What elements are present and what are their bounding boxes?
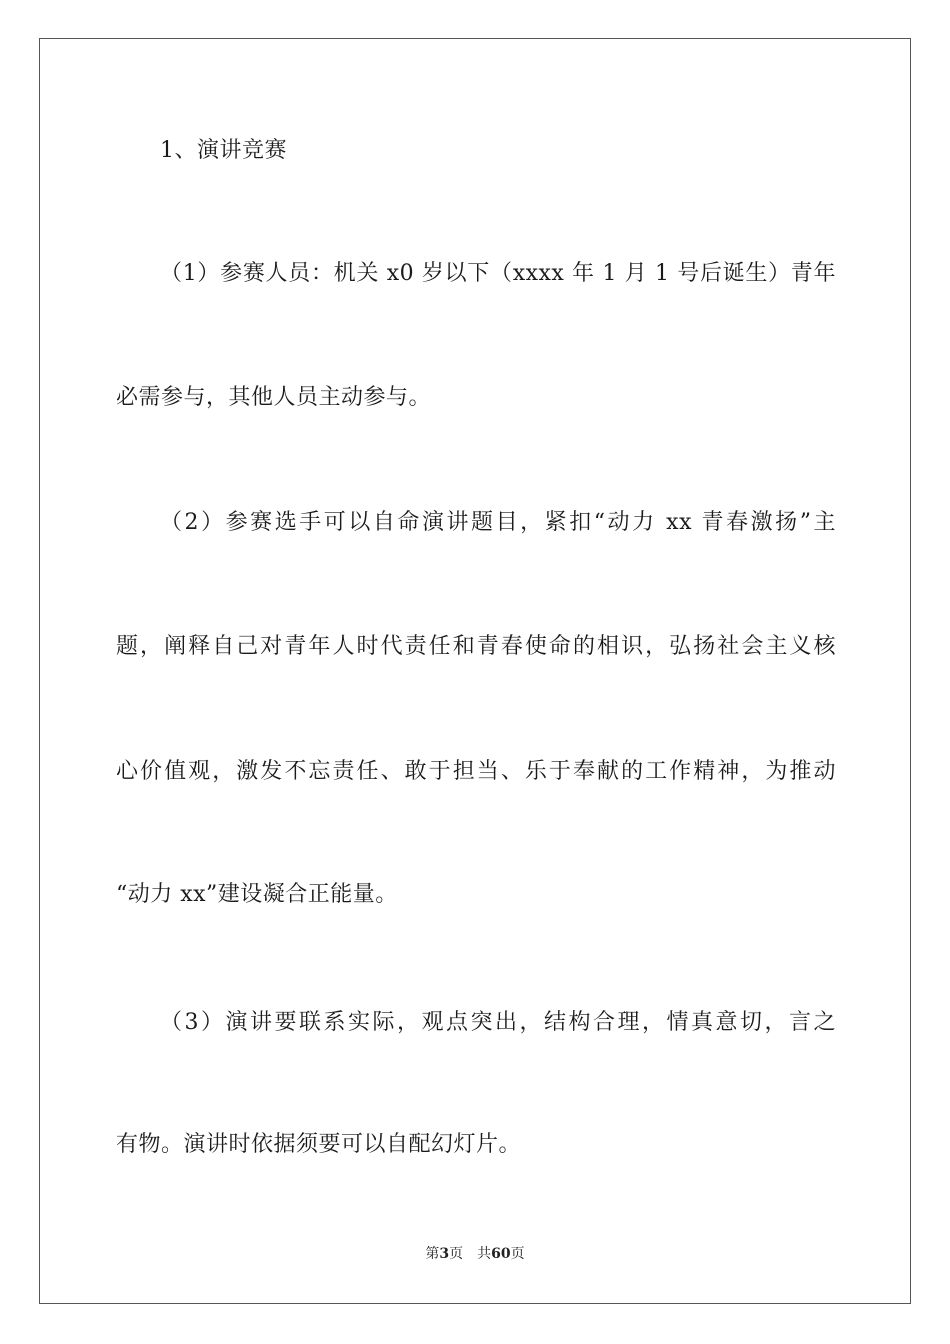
paragraph-3-line-2: 有物。演讲时依据须要可以自配幻灯片。 [116, 1132, 522, 1157]
paragraph-2-line-2: 题，阐释自己对青年人时代责任和青春使命的相识，弘扬社会主义核 [116, 634, 836, 659]
section-heading: 1、演讲竞赛 [160, 138, 287, 163]
paragraph-2-line-3: 心价值观，激发不忘责任、敢于担当、乐于奉献的工作精神，为推动 [116, 759, 836, 784]
footer-page-suffix: 页 [449, 1246, 464, 1262]
footer-total-pages: 60 [491, 1246, 511, 1262]
paragraph-1-line-2: 必需参与，其他人员主动参与。 [116, 385, 432, 410]
footer-total-prefix: 共 [477, 1246, 492, 1262]
page-footer [0, 1245, 950, 1263]
paragraph-1-line-1: （1）参赛人员：机关 x0 岁以下（xxxx 年 1 月 1 号后诞生）青年 [160, 261, 836, 286]
paragraph-2-line-1: （2）参赛选手可以自命演讲题目，紧扣“动力 xx 青春激扬”主 [160, 510, 836, 535]
footer-page-number: 3 [439, 1246, 450, 1262]
footer-total-suffix: 页 [510, 1246, 525, 1262]
page-border [39, 38, 911, 1304]
footer-page-prefix: 第 [425, 1246, 440, 1262]
paragraph-2-line-4: “动力 xx”建设凝合正能量。 [116, 882, 398, 907]
paragraph-3-line-1: （3）演讲要联系实际，观点突出，结构合理，情真意切，言之 [160, 1010, 836, 1035]
